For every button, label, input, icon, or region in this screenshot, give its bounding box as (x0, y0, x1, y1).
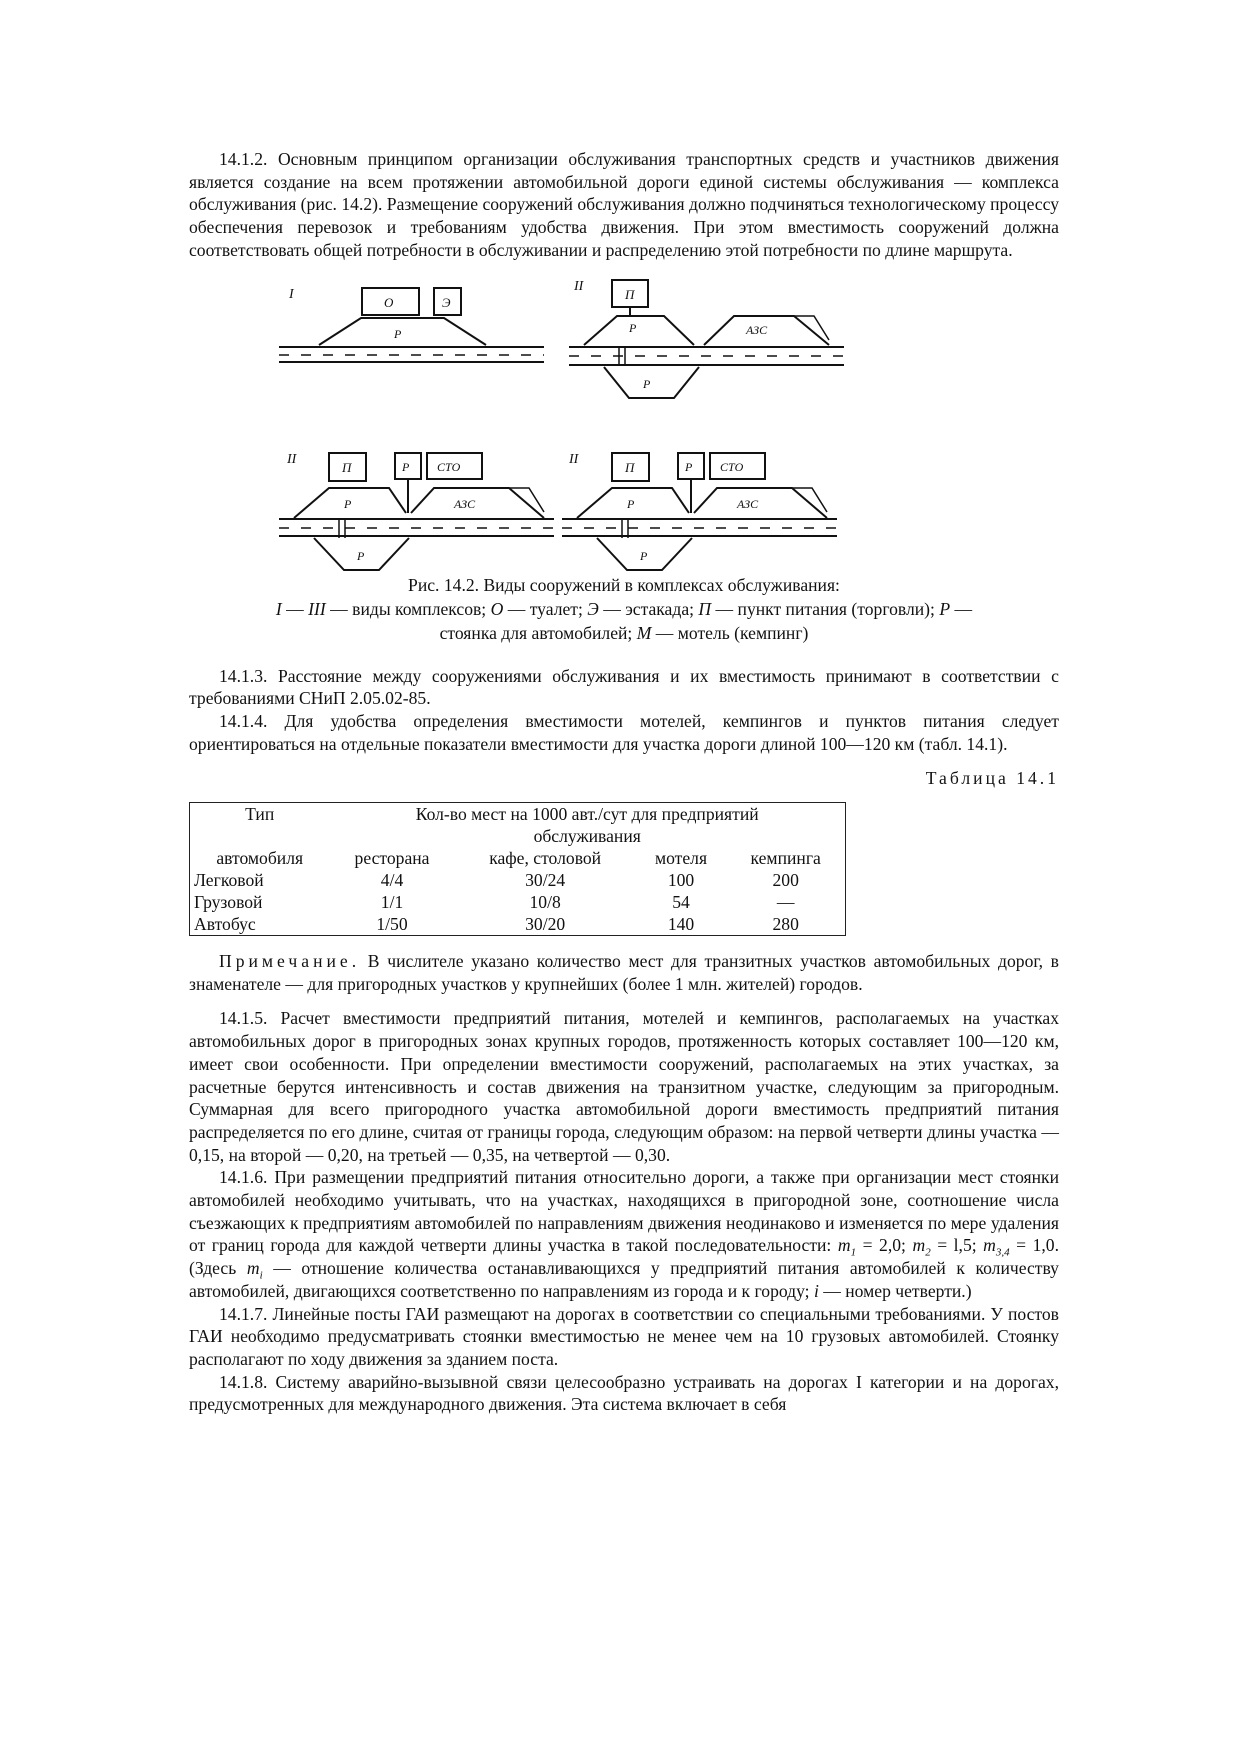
svg-text:О: О (384, 294, 394, 310)
note-label: Примечание. (219, 951, 361, 972)
parking-trapezoid (584, 316, 694, 345)
figure-14-2 (189, 268, 1059, 653)
svg-text:Р: Р (344, 496, 352, 511)
svg-text:Р: Р (643, 376, 651, 391)
table-header-row (190, 803, 846, 848)
table-row (190, 869, 846, 891)
table-subheader-row (190, 847, 846, 869)
label-complex-4: II (569, 451, 579, 467)
svg-text:СТО: СТО (720, 459, 744, 474)
note-text: В числителе указано количество мест для транзитных участков автомобильных дорог, в знаменателе — для пригородных участков у крупнейших (более 1 млн. жителей) городов. (189, 951, 1059, 994)
table-cell: 30/24 (525, 870, 566, 891)
svg-text:Р: Р (394, 326, 402, 341)
table-cell: 100 (667, 870, 695, 891)
table-cell: 200 (772, 870, 799, 891)
table-cell: 280 (772, 914, 799, 935)
paragraph-14-1-3: 14.1.3. Расстояние между сооружениями обслуживания и их вместимость принимают в соответствии с требованиями СНиП 2.05.02-85. (189, 665, 1059, 709)
table-row (190, 913, 846, 936)
col-header: автомобиля (216, 848, 304, 869)
col-header: кемпинга (750, 848, 821, 869)
caption-line-2: I — III — виды комплексов; О — туалет; Э — эстакада; П — пункт питания (торговли); Р — (275, 598, 973, 619)
label-complex-2: II (574, 278, 584, 294)
caption-line-3: стоянка для автомобилей; М — мотель (кемпинг) (439, 622, 809, 643)
svg-text:Р: Р (627, 496, 635, 511)
table-cell: 1/1 (380, 892, 404, 913)
capacity-table (189, 802, 846, 936)
header-group: Кол-во мест на 1000 авт./сут для предприятий обслуживания (415, 804, 759, 847)
table-cell: 1/50 (376, 914, 408, 935)
label-complex-1: I (289, 286, 294, 302)
diagram-complex-1 (279, 287, 544, 362)
paragraph-14-1-4: 14.1.4. Для удобства определения вместимости мотелей, кемпингов и пунктов питания следует ориентироваться на отдельные показатели вместимости для участка дороги длиной 100—120 км (табл. 14.1). (189, 710, 1059, 754)
svg-text:П: П (625, 459, 635, 475)
svg-text:Р: Р (402, 459, 410, 474)
col-header: ресторана (354, 848, 430, 869)
svg-text:АЗС: АЗС (746, 322, 768, 337)
table-cell: Грузовой (194, 892, 263, 913)
table-row (190, 891, 846, 913)
svg-text:П: П (625, 286, 635, 302)
table-cell: — (776, 892, 795, 913)
svg-text:Э: Э (442, 294, 451, 310)
svg-text:Р: Р (685, 459, 693, 474)
diagram-complex-2 (569, 279, 844, 398)
col-header: кафе, столовой (489, 848, 602, 869)
paragraph-14-1-2: 14.1.2. Основным принципом организации обслуживания транспортных средств и участников движения является создание на всем протяжении автомобильной дороги единой системы обслуживания — комплекса обслуживания (рис. 14.2). Размещение сооружений обслуживания должно подчиняться технологическому процессу обеспечения перевозок и требованиям удобства движения. При этом вместимость сооружений должна соответствовать общей потребности в обслуживании и распределению этой потребности по длине маршрута. (189, 149, 1059, 260)
header-type: Тип (245, 804, 275, 825)
svg-text:Р: Р (629, 320, 637, 335)
table-cell: 10/8 (529, 892, 561, 913)
paragraph-14-1-8: 14.1.8. Систему аварийно-вызывной связи целесообразно устраивать на дорогах I категории и на дорогах, предусмотренных для международного движения. Эта система включает в себя (189, 1371, 1059, 1415)
table-cell: Автобус (194, 914, 256, 935)
table-cell: 140 (667, 914, 695, 935)
svg-text:Р: Р (357, 548, 365, 563)
gas-station-trapezoid (411, 488, 544, 518)
svg-text:П: П (342, 459, 352, 475)
svg-text:СТО: СТО (437, 459, 461, 474)
table-cell: Легковой (194, 870, 264, 891)
diagram-complex-4 (562, 452, 837, 570)
table-note (189, 950, 1059, 995)
col-header: мотеля (654, 848, 708, 869)
figure-caption (189, 573, 1059, 645)
parking-trapezoid-lower (604, 367, 699, 398)
diagram-complex-3 (279, 452, 554, 570)
svg-text:Р: Р (640, 548, 648, 563)
paragraph-14-1-5: 14.1.5. Расчет вместимости предприятий питания, мотелей и кемпингов, располагаемых на участках автомобильных дорог в пригородных зонах крупных городов, протяженность которых составляет 100—120 км, имеет свои особенности. При определении вместимости сооружений, располагаемых на этих участках, за расчетные берутся интенсивность и состав движения на транзитном участке, следующим за пригородным. Суммарная для всего пригородного участка автомобильной дороги вместимость предприятий питания распределяется по его длине, считая от границы города, следующим образом: на первой четверти длины участка — 0,15, на второй — 0,20, на третьей — 0,35, на четвертой — 0,30. (189, 1008, 1059, 1165)
table-cell: 30/20 (525, 914, 566, 935)
svg-text:АЗС: АЗС (737, 496, 759, 511)
gas-station-trapezoid (694, 488, 827, 518)
caption-line-1: Рис. 14.2. Виды сооружений в комплексах обслуживания: (408, 574, 840, 595)
table-cell: 54 (672, 892, 690, 913)
table-cell: 4/4 (380, 870, 404, 891)
table-title: Таблица 14.1 (925, 768, 1059, 789)
label-complex-3: II (287, 451, 297, 467)
paragraph-14-1-7: 14.1.7. Линейные посты ГАИ размещают на дорогах в соответствии со специальными требованиями. У постов ГАИ необходимо предусматривать стоянки вместимостью не менее чем на 10 грузовых автомобилей. Стоянку располагают по ходу движения за зданием поста. (189, 1303, 1059, 1369)
svg-text:АЗС: АЗС (454, 496, 476, 511)
document-page (189, 148, 1059, 1416)
parking-trapezoid (319, 318, 486, 345)
paragraph-14-1-6: 14.1.6. При размещении предприятий питания относительно дороги, а также при организации мест стоянки автомобилей необходимо учитывать, что на участках, находящихся в пригородной зоне, соотношение числа съезжающих к предприятиям автомобилей по направлениям движения неодинаково и изменяется по мере удаления от границ города для каждой четверти длины участка в такой последовательности: $m_1 = 2,0$; $m_2 = l,5$; $m_{3,4} = 1,0$. (Здесь $m_i$ — отношение количества останавливающихся у предприятий питания автомобилей к количеству автомобилей, двигающихся соответственно по направлениям из города и к городу; i — номер четверти.) (189, 1167, 1060, 1301)
